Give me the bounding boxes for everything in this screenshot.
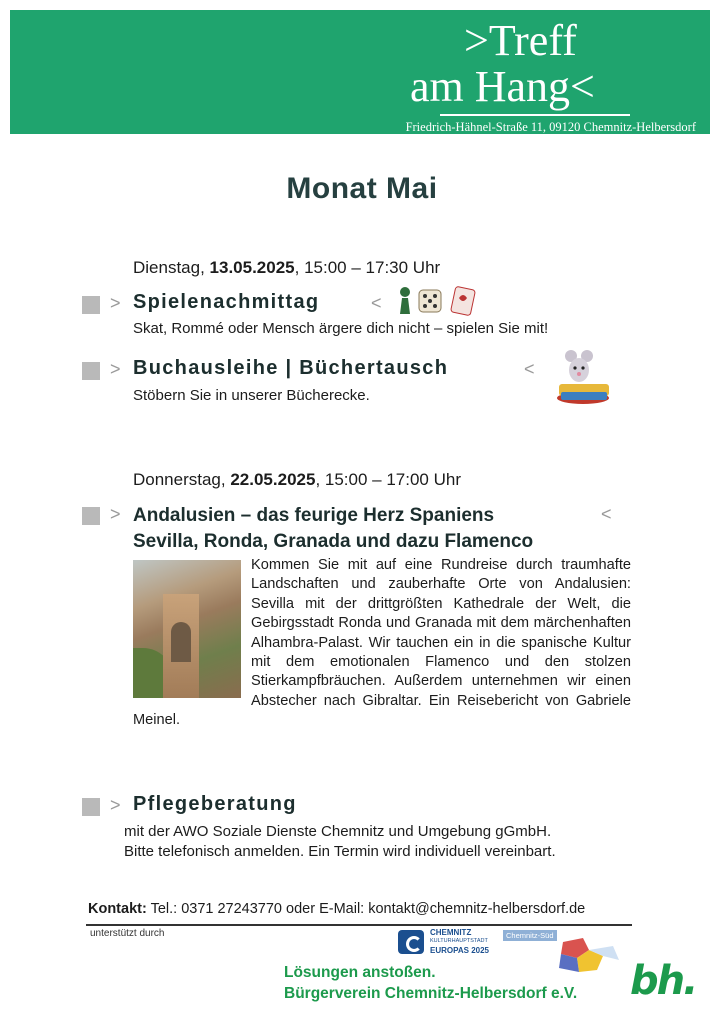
contact-details: Tel.: 0371 27243770 oder E-Mail: kontakt@chemnitz-helbersdorf.de bbox=[146, 901, 586, 917]
open-marker: > bbox=[110, 795, 121, 815]
event-desc-spielenachmittag: Skat, Rommé oder Mensch ärgere dich nicht – spielen Sie mit! bbox=[133, 320, 549, 337]
event-title-buchausleihe: Buchausleihe | Büchertausch bbox=[133, 357, 449, 379]
brand-underline bbox=[440, 114, 630, 116]
slogan-line-2: Bürgerverein Chemnitz-Helbersdorf e.V. bbox=[284, 985, 578, 1002]
bullet-square bbox=[82, 507, 100, 525]
contact-label: Kontakt: bbox=[88, 901, 147, 917]
event-subtitle-andalusien: Sevilla, Ronda, Granada und dazu Flamenco bbox=[133, 531, 534, 552]
date-1-prefix: Dienstag, bbox=[133, 258, 210, 277]
game-pieces-icon bbox=[395, 284, 485, 318]
chemnitz-sued-map-logo bbox=[503, 930, 629, 976]
brand-line-1: >Treff bbox=[464, 16, 577, 65]
month-title: Monat Mai bbox=[286, 172, 438, 205]
bullet-square bbox=[82, 362, 100, 380]
game-pawn-icon bbox=[400, 287, 410, 314]
open-marker: > bbox=[110, 504, 121, 524]
chemnitz-mark-icon bbox=[398, 930, 424, 954]
brand-line-2: am Hang< bbox=[410, 62, 595, 111]
date-2-date: 22.05.2025 bbox=[230, 470, 316, 489]
playing-card-icon bbox=[451, 286, 476, 316]
date-1-time: , 15:00 – 17:30 Uhr bbox=[294, 258, 441, 277]
event-desc-buchausleihe: Stöbern Sie in unserer Bücherecke. bbox=[133, 387, 370, 404]
event-date-2 bbox=[133, 470, 461, 490]
supported-by-label: unterstützt durch bbox=[90, 928, 165, 939]
mouse-on-books-icon bbox=[553, 348, 613, 410]
brand-title bbox=[410, 18, 680, 110]
bullet-square bbox=[82, 296, 100, 314]
event-title-andalusien: Andalusien – das feurige Herz Spaniens bbox=[133, 505, 495, 526]
ronda-photo bbox=[133, 560, 241, 698]
open-marker: > bbox=[110, 359, 121, 379]
event-date-1 bbox=[133, 258, 440, 278]
open-marker: > bbox=[110, 293, 121, 313]
date-2-time: , 15:00 – 17:00 Uhr bbox=[315, 470, 461, 489]
chemnitz-line-2: KULTURHAUPTSTADT bbox=[430, 938, 488, 944]
date-2-prefix: Donnerstag, bbox=[133, 470, 231, 489]
chemnitz-line-3: EUROPAS 2025 bbox=[430, 946, 489, 955]
bullet-square bbox=[82, 798, 100, 816]
event-desc-pflege-1: mit der AWO Soziale Dienste Chemnitz und Umgebung gGmbH. bbox=[124, 823, 552, 840]
dice-icon bbox=[419, 290, 441, 312]
close-marker: < bbox=[524, 359, 535, 379]
event-text-andalusien bbox=[133, 556, 631, 731]
contact-line bbox=[88, 901, 585, 917]
header-banner bbox=[10, 10, 710, 134]
event-desc-pflege-2: Bitte telefonisch anmelden. Ein Termin wird individuell vereinbart. bbox=[124, 843, 556, 860]
chemnitz-line-1: CHEMNITZ bbox=[430, 928, 472, 937]
date-1-date: 13.05.2025 bbox=[209, 258, 295, 277]
close-marker: < bbox=[601, 504, 612, 524]
close-marker: < bbox=[371, 293, 382, 313]
event-title-spielenachmittag: Spielenachmittag bbox=[133, 291, 320, 313]
bh-logo: bh. bbox=[630, 958, 697, 1004]
andalusien-paragraph: Kommen Sie mit auf eine Rundreise durch traumhafte Landschaften und zauberhafte Orte von Andalusien: Sevilla mit der drittgrößten Kathedrale der Welt, die Gebirgsstadt Ronda und Granada mit dem märchenhaften Alhambra-Palast. Wir tauchen ein in die spanische Kultur mit dem emotionalen Flamenco und den stolzen Stierkampfbräuchen. Außerdem unternehmen wir einen Abstecher nach Gibraltar. Ein Reisebericht von Gabriele Meinel. bbox=[133, 557, 631, 729]
address: Friedrich-Hähnel-Straße 11, 09120 Chemnitz-Helbersdorf bbox=[405, 120, 696, 134]
footer-divider bbox=[86, 924, 632, 926]
district-map-icon bbox=[553, 936, 623, 976]
event-title-pflegeberatung: Pflegeberatung bbox=[133, 793, 297, 815]
map-label: Chemnitz-Süd bbox=[503, 930, 557, 941]
slogan-line-1: Lösungen anstoßen. bbox=[284, 964, 436, 981]
